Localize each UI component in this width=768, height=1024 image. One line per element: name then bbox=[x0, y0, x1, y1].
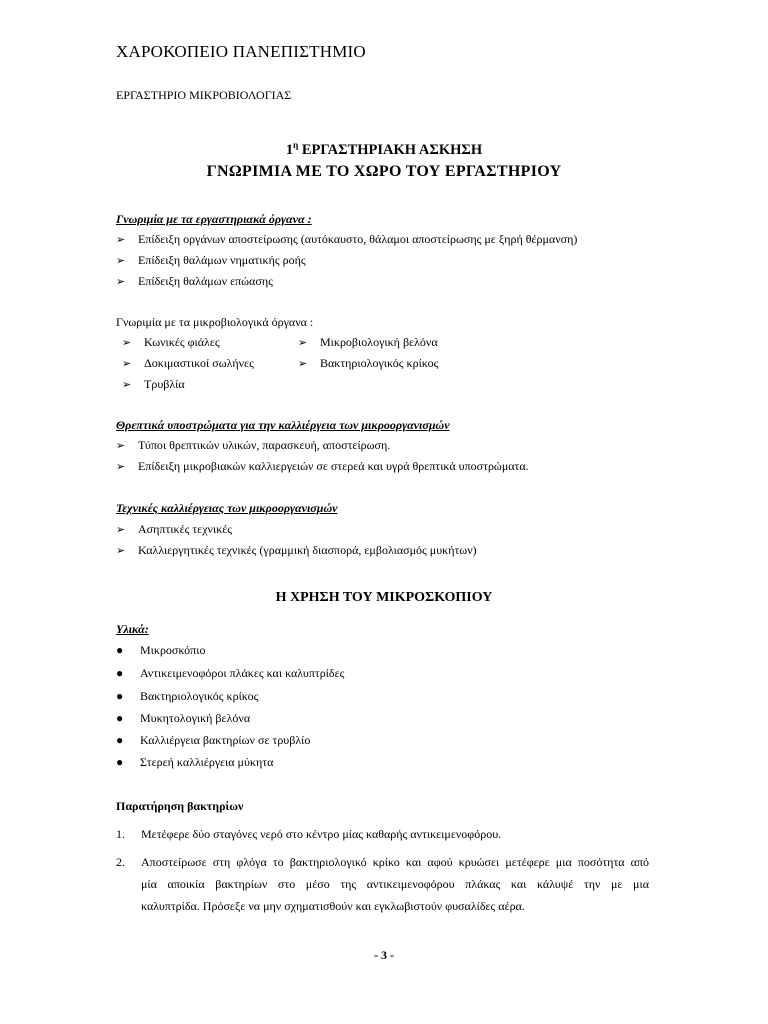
list-item: ● Καλλιέργεια βακτηρίων σε τρυβλίο bbox=[116, 733, 311, 747]
observation-heading: Παρατήρηση βακτηρίων bbox=[116, 799, 244, 813]
arrowhead-bullet-icon: ➢ bbox=[122, 358, 132, 370]
list-item: ● Βακτηριολογικός κρίκος bbox=[116, 689, 259, 703]
step-number: 1. bbox=[116, 827, 125, 841]
arrowhead-bullet-icon: ➢ bbox=[122, 379, 132, 391]
dot-bullet-icon: ● bbox=[116, 733, 124, 747]
list-item: ➢ Ασηπτικές τεχνικές bbox=[116, 522, 233, 536]
micro-instruments-heading: Γνωριμία με τα μικροβιολογικά όργανα : bbox=[116, 315, 314, 329]
dot-bullet-icon: ● bbox=[116, 666, 124, 680]
list-item: ➢ Επίδειξη θαλάμων νηματικής ροής bbox=[116, 253, 306, 267]
list-item: ➢ Κωνικές φιάλες bbox=[122, 335, 220, 349]
dot-bullet-icon: ● bbox=[116, 643, 124, 657]
arrowhead-bullet-icon: ➢ bbox=[298, 358, 308, 370]
arrowhead-bullet-icon: ➢ bbox=[116, 461, 126, 473]
list-item: ➢ Τρυβλία bbox=[122, 377, 185, 391]
list-item: ➢ Βακτηριολογικός κρίκος bbox=[298, 356, 439, 370]
list-item: ➢ Επίδειξη οργάνων αποστείρωσης (αυτόκαυστο, θάλαμοι αποστείρωσης με ξηρή θέρμανση) bbox=[116, 232, 578, 246]
dot-bullet-icon: ● bbox=[116, 689, 124, 703]
dot-bullet-icon: ● bbox=[116, 755, 124, 769]
arrowhead-bullet-icon: ➢ bbox=[116, 545, 126, 557]
step-text: Αποστείρωσε στη φλόγα το βακτηριολογικό κρίκο και αφού κρυώσει μετέφερε μια ποσότητα από bbox=[141, 855, 649, 869]
list-item: ➢ Δοκιμαστικοί σωλήνες bbox=[122, 356, 254, 370]
arrowhead-bullet-icon: ➢ bbox=[116, 255, 126, 267]
list-item: ● Μυκητολογική βελόνα bbox=[116, 711, 251, 725]
arrowhead-bullet-icon: ➢ bbox=[116, 276, 126, 288]
arrowhead-bullet-icon: ➢ bbox=[122, 337, 132, 349]
list-item: ➢ Επίδειξη θαλάμων επώασης bbox=[116, 274, 273, 288]
lab-instruments-heading: Γνωριμία με τα εργαστηριακά όργανα : bbox=[116, 212, 312, 226]
dot-bullet-icon: ● bbox=[116, 711, 124, 725]
list-item: ➢ Τύποι θρεπτικών υλικών, παρασκευή, αποστείρωση. bbox=[116, 438, 391, 452]
list-item: ● Μικροσκόπιο bbox=[116, 643, 206, 657]
step-number: 2. bbox=[116, 855, 125, 869]
list-item: ● Αντικειμενοφόροι πλάκες και καλυπτρίδες bbox=[116, 666, 345, 680]
exercise-number: $1^\eta$ ΕΡΓΑΣΤΗΡΙΑΚΗ ΑΣΚΗΣΗ bbox=[285, 140, 483, 158]
techniques-heading: Τεχνικές καλλιέργειας των μικροοργανισμών bbox=[116, 501, 338, 515]
arrowhead-bullet-icon: ➢ bbox=[116, 524, 126, 536]
microscope-title: Η ΧΡΗΣΗ ΤΟΥ ΜΙΚΡΟΣΚΟΠΙΟΥ bbox=[275, 590, 493, 605]
arrowhead-bullet-icon: ➢ bbox=[116, 440, 126, 452]
step-text: Μετέφερε δύο σταγόνες νερό στο κέντρο μίας καθαρής αντικειμενοφόρου. bbox=[141, 827, 502, 841]
page-number: - 3 - bbox=[374, 948, 394, 962]
list-item: ➢ Μικροβιολογική βελόνα bbox=[298, 335, 438, 349]
arrowhead-bullet-icon: ➢ bbox=[116, 234, 126, 246]
step-text: μία αποικία βακτηρίων στο μέσο της αντικειμενοφόρου πλάκας και κάλυψέ την με μια bbox=[141, 877, 649, 891]
lab-name: ΕΡΓΑΣΤΗΡΙΟ ΜΙΚΡΟΒΙΟΛΟΓΙΑΣ bbox=[116, 88, 292, 102]
arrowhead-bullet-icon: ➢ bbox=[298, 337, 308, 349]
exercise-title: ΓΝΩΡΙΜΙΑ ΜΕ ΤΟ ΧΩΡΟ ΤΟΥ ΕΡΓΑΣΤΗΡΙΟΥ bbox=[206, 163, 562, 180]
materials-heading: Υλικά: bbox=[116, 622, 149, 636]
university-name: ΧΑΡΟΚΟΠΕΙΟ ΠΑΝΕΠΙΣΤΗΜΙΟ bbox=[116, 42, 366, 61]
step-text: καλυπτρίδα. Πρόσεξε να μην σχηματισθούν και εγκλωβιστούν φυσαλίδες αέρα. bbox=[141, 899, 525, 913]
media-heading: Θρεπτικά υποστρώματα για την καλλιέργεια των μικροοργανισμών bbox=[116, 418, 450, 432]
list-item: ● Στερεή καλλιέργεια μύκητα bbox=[116, 755, 274, 769]
list-item: ➢ Επίδειξη μικροβιακών καλλιεργειών σε στερεά και υγρά θρεπτικά υποστρώματα. bbox=[116, 459, 529, 473]
list-item: ➢ Καλλιεργητικές τεχνικές (γραμμική διασπορά, εμβολιασμός μυκήτων) bbox=[116, 543, 477, 557]
